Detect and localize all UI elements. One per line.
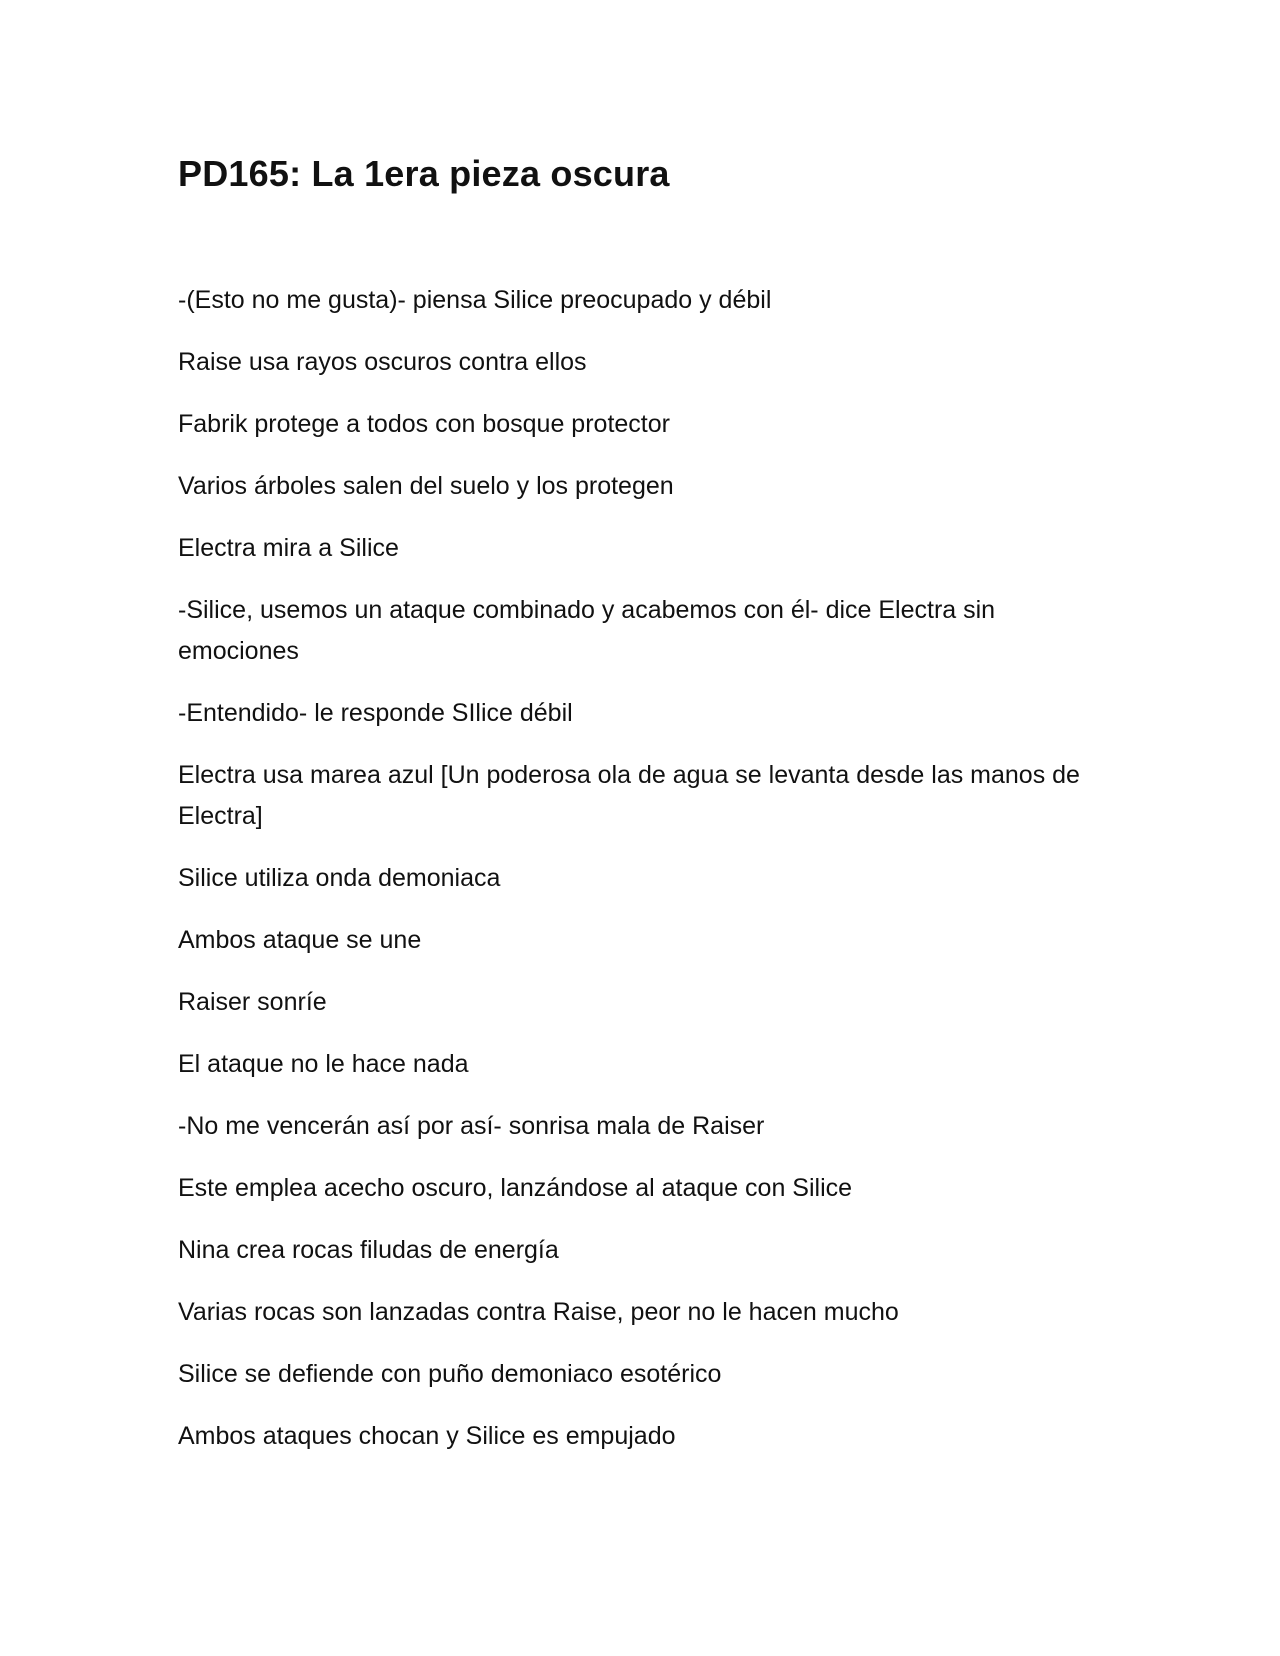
paragraph: Varias rocas son lanzadas contra Raise, peor no le hacen mucho (178, 1298, 899, 1326)
paragraph: -No me vencerán así por así- sonrisa mala de Raiser (178, 1112, 765, 1140)
paragraph: Varios árboles salen del suelo y los protegen (178, 472, 674, 500)
paragraph: Este emplea acecho oscuro, lanzándose al ataque con Silice (178, 1174, 853, 1202)
paragraph: Raiser sonríe (178, 988, 327, 1016)
paragraph: -Entendido- le responde SIlice débil (178, 699, 573, 727)
paragraph: El ataque no le hace nada (178, 1050, 469, 1078)
document-page (178, 150, 1098, 1478)
paragraph: Nina crea rocas filudas de energía (178, 1236, 559, 1264)
paragraph: Raise usa rayos oscuros contra ellos (178, 348, 587, 376)
paragraph: Ambos ataque se une (178, 926, 422, 954)
paragraph: Silice utiliza onda demoniaca (178, 864, 501, 892)
paragraph: Fabrik protege a todos con bosque protector (178, 410, 670, 438)
paragraph: -Silice, usemos un ataque combinado y acabemos con él- dice Electra sin emociones (178, 596, 996, 665)
paragraph: Ambos ataques chocan y Silice es empujado (178, 1422, 676, 1450)
paragraph: Electra mira a Silice (178, 534, 399, 562)
paragraph: -(Esto no me gusta)- piensa Silice preocupado y débil (178, 286, 772, 314)
document-title: PD165: La 1era pieza oscura (178, 153, 670, 194)
paragraph: Silice se defiende con puño demoniaco esotérico (178, 1360, 722, 1388)
document-body (178, 280, 1098, 1457)
paragraph: Electra usa marea azul [Un poderosa ola de agua se levanta desde las manos de Electra] (178, 761, 1080, 830)
